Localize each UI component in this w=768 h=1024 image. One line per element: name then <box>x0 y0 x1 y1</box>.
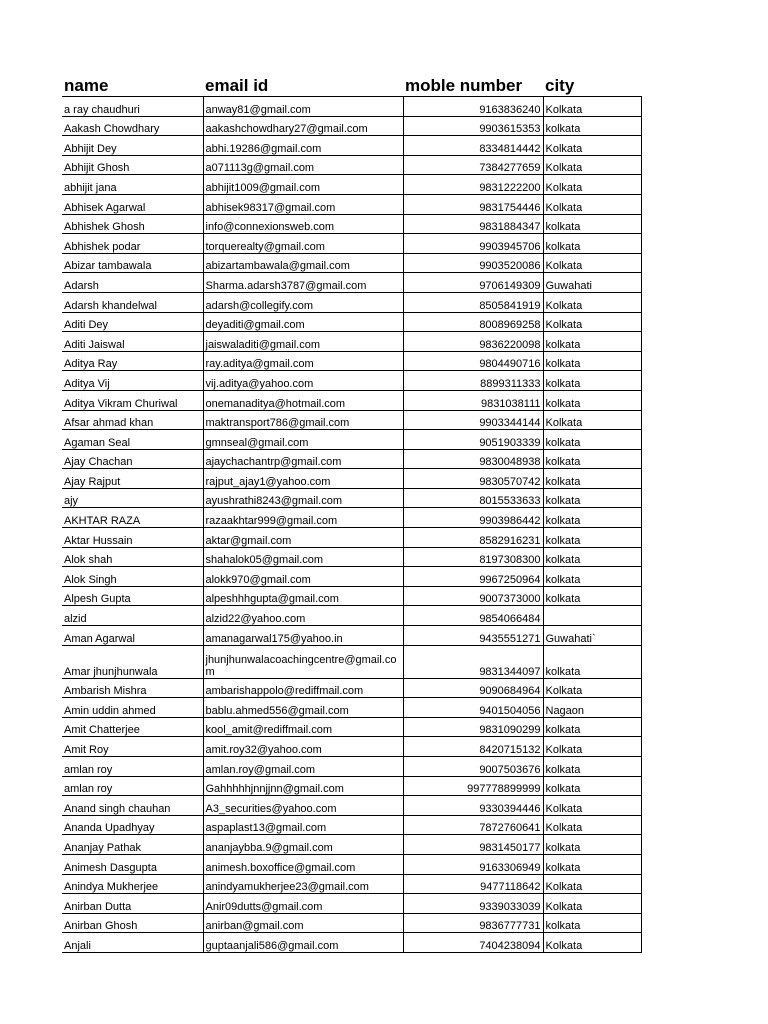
cell-email: deyaditi@gmail.com <box>203 312 403 332</box>
table-row <box>62 175 641 195</box>
cell-phone: 9967250964 <box>403 567 543 587</box>
table-row <box>62 351 641 371</box>
cell-name: abhijit jana <box>62 175 203 195</box>
cell-email: a071113g@gmail.com <box>203 155 403 175</box>
table-row <box>62 717 641 737</box>
cell-city: kolkata <box>543 567 641 587</box>
cell-city: Kolkata <box>543 737 641 757</box>
cell-city: Kolkata <box>543 894 641 914</box>
cell-email: aakashchowdhary27@gmail.com <box>203 116 403 136</box>
cell-city <box>543 606 641 626</box>
cell-city: kolkata <box>543 390 641 410</box>
cell-phone: 8008969258 <box>403 312 543 332</box>
cell-phone: 8582916231 <box>403 528 543 548</box>
table-row <box>62 508 641 528</box>
cell-phone: 9435551271 <box>403 626 543 646</box>
cell-city: Kolkata <box>543 312 641 332</box>
cell-email: alokk970@gmail.com <box>203 567 403 587</box>
cell-phone: 9339033039 <box>403 894 543 914</box>
cell-phone: 9831884347 <box>403 214 543 234</box>
cell-phone: 9051903339 <box>403 430 543 450</box>
cell-name: AKHTAR RAZA <box>62 508 203 528</box>
cell-email: gmnseal@gmail.com <box>203 430 403 450</box>
table-row <box>62 449 641 469</box>
cell-phone: 9007373000 <box>403 586 543 606</box>
cell-phone: 7872760641 <box>403 815 543 835</box>
cell-phone: 9706149309 <box>403 273 543 293</box>
cell-city: kolkata <box>543 913 641 933</box>
table-row <box>62 469 641 489</box>
cell-name: Aditi Jaiswal <box>62 332 203 352</box>
cell-phone: 9007503676 <box>403 757 543 777</box>
cell-city: kolkata <box>543 835 641 855</box>
cell-city: Kolkata <box>543 175 641 195</box>
cell-name: a ray chaudhuri <box>62 97 203 117</box>
cell-email: torquerealty@gmail.com <box>203 234 403 254</box>
cell-name: Anand singh chauhan <box>62 796 203 816</box>
cell-city: kolkata <box>543 776 641 796</box>
cell-phone: 9836220098 <box>403 332 543 352</box>
cell-email: amit.roy32@yahoo.com <box>203 737 403 757</box>
cell-name: Aditya Vikram Churiwal <box>62 390 203 410</box>
cell-phone: 9854066484 <box>403 606 543 626</box>
cell-name: alzid <box>62 606 203 626</box>
cell-phone: 7404238094 <box>403 933 543 953</box>
cell-email: ray.aditya@gmail.com <box>203 351 403 371</box>
table-row <box>62 894 641 914</box>
cell-city: Kolkata <box>543 194 641 214</box>
cell-name: Aditya Ray <box>62 351 203 371</box>
table-row <box>62 776 641 796</box>
cell-phone: 9830570742 <box>403 469 543 489</box>
cell-phone: 9477118642 <box>403 874 543 894</box>
cell-city: kolkata <box>543 488 641 508</box>
cell-city: kolkata <box>543 116 641 136</box>
cell-name: Aakash Chowdhary <box>62 116 203 136</box>
table-row <box>62 586 641 606</box>
cell-phone: 997778899999 <box>403 776 543 796</box>
cell-email: Anir09dutts@gmail.com <box>203 894 403 914</box>
cell-name: Abhishek Ghosh <box>62 214 203 234</box>
cell-email: A3_securities@yahoo.com <box>203 796 403 816</box>
cell-phone: 9831090299 <box>403 717 543 737</box>
cell-email: vij.aditya@yahoo.com <box>203 371 403 391</box>
cell-phone: 9903520086 <box>403 253 543 273</box>
table-row <box>62 913 641 933</box>
cell-city: Kolkata <box>543 815 641 835</box>
table-row <box>62 757 641 777</box>
cell-phone: 9831344097 <box>403 645 543 678</box>
cell-email: rajput_ajay1@yahoo.com <box>203 469 403 489</box>
header-name: name <box>64 76 109 95</box>
cell-email: Gahhhhhjnnjjnn@gmail.com <box>203 776 403 796</box>
cell-city: kolkata <box>543 371 641 391</box>
cell-phone: 9903986442 <box>403 508 543 528</box>
header-city: city <box>545 76 575 95</box>
cell-phone: 8015533633 <box>403 488 543 508</box>
cell-email: ambarishappolo@rediffmail.com <box>203 678 403 698</box>
cell-city: Kolkata <box>543 410 641 430</box>
cell-name: Ajay Rajput <box>62 469 203 489</box>
cell-city: kolkata <box>543 717 641 737</box>
cell-phone: 9163836240 <box>403 97 543 117</box>
cell-city: kolkata <box>543 547 641 567</box>
cell-city: Kolkata <box>543 933 641 953</box>
cell-email: anirban@gmail.com <box>203 913 403 933</box>
cell-name: Aman Agarwal <box>62 626 203 646</box>
cell-name: Abhijit Ghosh <box>62 155 203 175</box>
cell-city: kolkata <box>543 854 641 874</box>
cell-phone: 9831754446 <box>403 194 543 214</box>
table-row <box>62 234 641 254</box>
table-row <box>62 214 641 234</box>
header-phone: moble number <box>405 76 523 95</box>
cell-name: Amar jhunjhunwala <box>62 645 203 678</box>
table-row <box>62 815 641 835</box>
cell-name: Anindya Mukherjee <box>62 874 203 894</box>
cell-city: kolkata <box>543 508 641 528</box>
cell-email: aktar@gmail.com <box>203 528 403 548</box>
table-row <box>62 796 641 816</box>
cell-name: Ananjay Pathak <box>62 835 203 855</box>
cell-phone: 8334814442 <box>403 136 543 156</box>
cell-email: kool_amit@rediffmail.com <box>203 717 403 737</box>
cell-phone: 9831450177 <box>403 835 543 855</box>
cell-city: kolkata <box>543 449 641 469</box>
cell-name: Animesh Dasgupta <box>62 854 203 874</box>
cell-city: Nagaon <box>543 698 641 718</box>
cell-email: jhunjhunwalacoachingcentre@gmail.com <box>203 645 403 678</box>
cell-name: Adarsh <box>62 273 203 293</box>
table-row <box>62 933 641 953</box>
cell-phone: 9830048938 <box>403 449 543 469</box>
table-row <box>62 874 641 894</box>
cell-city: Kolkata <box>543 292 641 312</box>
cell-email: ajaychachantrp@gmail.com <box>203 449 403 469</box>
cell-email: abhijit1009@gmail.com <box>203 175 403 195</box>
cell-name: Abhijit Dey <box>62 136 203 156</box>
cell-city: kolkata <box>543 757 641 777</box>
cell-email: aspaplast13@gmail.com <box>203 815 403 835</box>
cell-email: ayushrathi8243@gmail.com <box>203 488 403 508</box>
cell-name: Anirban Ghosh <box>62 913 203 933</box>
cell-name: Alok Singh <box>62 567 203 587</box>
cell-email: amanagarwal175@yahoo.in <box>203 626 403 646</box>
cell-name: Amit Roy <box>62 737 203 757</box>
table-row <box>62 606 641 626</box>
cell-city: kolkata <box>543 469 641 489</box>
table-row <box>62 312 641 332</box>
cell-phone: 9330394446 <box>403 796 543 816</box>
cell-name: Alok shah <box>62 547 203 567</box>
cell-email: alpeshhhgupta@gmail.com <box>203 586 403 606</box>
cell-phone: 8420715132 <box>403 737 543 757</box>
table-row <box>62 390 641 410</box>
cell-phone: 9090684964 <box>403 678 543 698</box>
cell-phone: 9903344144 <box>403 410 543 430</box>
table-row <box>62 332 641 352</box>
cell-phone: 8197308300 <box>403 547 543 567</box>
header-email: email id <box>205 76 269 95</box>
table-row <box>62 155 641 175</box>
table-row <box>62 567 641 587</box>
cell-name: Alpesh Gupta <box>62 586 203 606</box>
cell-email: anway81@gmail.com <box>203 97 403 117</box>
table-row <box>62 854 641 874</box>
table-row <box>62 273 641 293</box>
cell-phone: 9163306949 <box>403 854 543 874</box>
cell-email: abizartambawala@gmail.com <box>203 253 403 273</box>
table-row <box>62 116 641 136</box>
cell-email: info@connexionsweb.com <box>203 214 403 234</box>
cell-city: Kolkata <box>543 874 641 894</box>
cell-name: amlan roy <box>62 757 203 777</box>
table-row <box>62 488 641 508</box>
cell-name: Ananda Upadhyay <box>62 815 203 835</box>
cell-name: Abhisek Agarwal <box>62 194 203 214</box>
cell-email: ananjaybba.9@gmail.com <box>203 835 403 855</box>
cell-phone: 9401504056 <box>403 698 543 718</box>
cell-city: Guwahati` <box>543 626 641 646</box>
cell-name: amlan roy <box>62 776 203 796</box>
header-row <box>62 70 641 97</box>
contact-sheet <box>62 70 642 953</box>
cell-name: Ambarish Mishra <box>62 678 203 698</box>
cell-city: kolkata <box>543 234 641 254</box>
cell-phone: 8505841919 <box>403 292 543 312</box>
cell-email: anindyamukherjee23@gmail.com <box>203 874 403 894</box>
cell-email: shahalok05@gmail.com <box>203 547 403 567</box>
cell-city: kolkata <box>543 214 641 234</box>
cell-name: Aditya Vij <box>62 371 203 391</box>
cell-name: Aktar Hussain <box>62 528 203 548</box>
table-row <box>62 645 641 678</box>
cell-name: Amit Chatterjee <box>62 717 203 737</box>
cell-email: abhisek98317@gmail.com <box>203 194 403 214</box>
cell-name: Abizar tambawala <box>62 253 203 273</box>
cell-name: ajy <box>62 488 203 508</box>
cell-city: kolkata <box>543 332 641 352</box>
cell-email: abhi.19286@gmail.com <box>203 136 403 156</box>
cell-name: Amin uddin ahmed <box>62 698 203 718</box>
cell-phone: 9903615353 <box>403 116 543 136</box>
cell-phone: 7384277659 <box>403 155 543 175</box>
cell-name: Aditi Dey <box>62 312 203 332</box>
cell-city: kolkata <box>543 528 641 548</box>
cell-email: jaiswaladiti@gmail.com <box>203 332 403 352</box>
cell-phone: 9831038111 <box>403 390 543 410</box>
cell-city: Kolkata <box>543 678 641 698</box>
table-row <box>62 678 641 698</box>
table-body <box>62 97 641 953</box>
cell-name: Adarsh khandelwal <box>62 292 203 312</box>
cell-phone: 9903945706 <box>403 234 543 254</box>
table-row <box>62 410 641 430</box>
cell-email: guptaanjali586@gmail.com <box>203 933 403 953</box>
table-row <box>62 371 641 391</box>
cell-email: bablu.ahmed556@gmail.com <box>203 698 403 718</box>
cell-email: Sharma.adarsh3787@gmail.com <box>203 273 403 293</box>
contact-table <box>62 70 642 953</box>
cell-email: adarsh@collegify.com <box>203 292 403 312</box>
cell-name: Abhishek podar <box>62 234 203 254</box>
cell-name: Ajay Chachan <box>62 449 203 469</box>
cell-name: Afsar ahmad khan <box>62 410 203 430</box>
table-row <box>62 547 641 567</box>
table-row <box>62 194 641 214</box>
table-row <box>62 253 641 273</box>
table-row <box>62 292 641 312</box>
cell-email: alzid22@yahoo.com <box>203 606 403 626</box>
table-row <box>62 136 641 156</box>
cell-phone: 9831222200 <box>403 175 543 195</box>
cell-email: maktransport786@gmail.com <box>203 410 403 430</box>
table-row <box>62 626 641 646</box>
table-row <box>62 698 641 718</box>
cell-city: kolkata <box>543 430 641 450</box>
cell-name: Anjali <box>62 933 203 953</box>
cell-city: Guwahati <box>543 273 641 293</box>
cell-city: kolkata <box>543 645 641 678</box>
table-row <box>62 737 641 757</box>
cell-email: amlan.roy@gmail.com <box>203 757 403 777</box>
cell-name: Agaman Seal <box>62 430 203 450</box>
cell-city: Kolkata <box>543 796 641 816</box>
table-row <box>62 97 641 117</box>
cell-city: kolkata <box>543 351 641 371</box>
cell-phone: 9804490716 <box>403 351 543 371</box>
cell-phone: 8899311333 <box>403 371 543 391</box>
cell-email: onemanaditya@hotmail.com <box>203 390 403 410</box>
cell-email: razaakhtar999@gmail.com <box>203 508 403 528</box>
cell-city: Kolkata <box>543 136 641 156</box>
table-row <box>62 430 641 450</box>
table-row <box>62 528 641 548</box>
cell-city: Kolkata <box>543 97 641 117</box>
cell-name: Anirban Dutta <box>62 894 203 914</box>
cell-city: Kolkata <box>543 253 641 273</box>
cell-city: Kolkata <box>543 155 641 175</box>
cell-email: animesh.boxoffice@gmail.com <box>203 854 403 874</box>
cell-city: kolkata <box>543 586 641 606</box>
cell-phone: 9836777731 <box>403 913 543 933</box>
table-row <box>62 835 641 855</box>
